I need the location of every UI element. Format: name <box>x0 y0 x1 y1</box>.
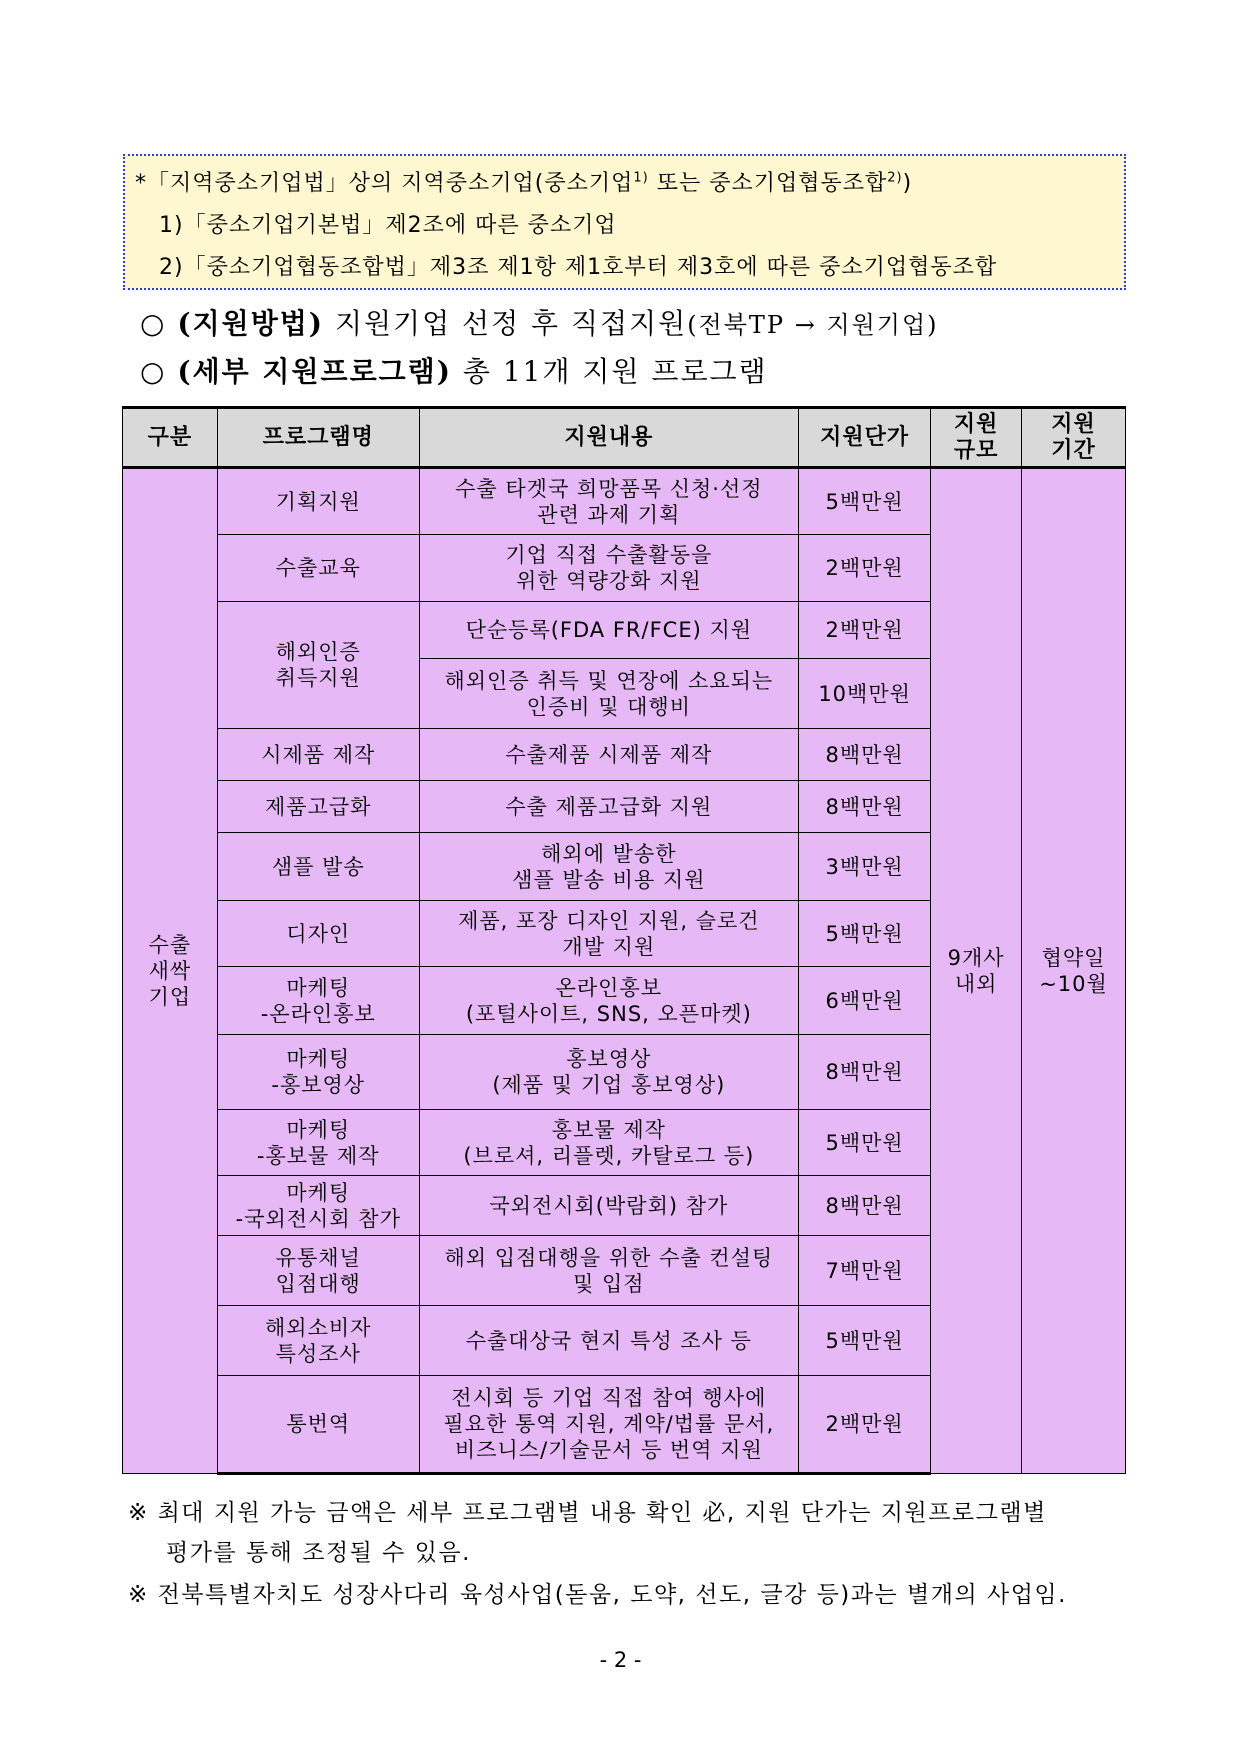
content-cell: 기업 직접 수출활동을 위한 역량강화 지원 <box>419 535 798 602</box>
program-cell: 기획지원 <box>217 468 419 535</box>
header-price: 지원단가 <box>799 408 931 468</box>
footnote-2: ※ 전북특별자치도 성장사다리 육성사업(돋움, 도약, 선도, 글강 등)과는 별개의 사업임. <box>128 1582 1067 1608</box>
content-cell: 해외인증 취득 및 연장에 소요되는 인증비 및 대행비 <box>419 659 798 729</box>
definition-note-box <box>123 154 1126 290</box>
content-cell: 홍보물 제작 (브로셔, 리플렛, 카탈로그 등) <box>419 1110 798 1176</box>
program-cell: 샘플 발송 <box>217 833 419 901</box>
program-cell: 해외소비자 특성조사 <box>217 1306 419 1376</box>
program-cell: 디자인 <box>217 901 419 967</box>
page-number: - 2 - <box>599 1648 642 1672</box>
header-category: 구분 <box>123 408 218 468</box>
price-cell: 6백만원 <box>799 967 931 1035</box>
header-period: 지원 기간 <box>1022 408 1126 468</box>
content-cell: 홍보영상 (제품 및 기업 홍보영상) <box>419 1035 798 1110</box>
program-cell: 수출교육 <box>217 535 419 602</box>
price-cell: 7백만원 <box>799 1236 931 1306</box>
price-cell: 2백만원 <box>799 535 931 602</box>
content-cell: 국외전시회(박람회) 참가 <box>419 1176 798 1236</box>
category-cell: 수출 새싹 기업 <box>123 468 218 1474</box>
content-cell: 해외 입점대행을 위한 수출 컨설팅 및 입점 <box>419 1236 798 1306</box>
content-cell: 전시회 등 기업 직접 참여 행사에 필요한 통역 지원, 계약/법률 문서, 비즈니스/기술문서 등 번역 지원 <box>419 1376 798 1474</box>
price-cell: 2백만원 <box>799 1376 931 1474</box>
program-cell: 마케팅 -홍보물 제작 <box>217 1110 419 1176</box>
program-cell: 시제품 제작 <box>217 729 419 781</box>
table-header-row <box>123 408 1126 468</box>
content-cell: 해외에 발송한 샘플 발송 비용 지원 <box>419 833 798 901</box>
program-cell: 마케팅 -국외전시회 참가 <box>217 1176 419 1236</box>
table-row <box>123 468 1126 535</box>
price-cell: 5백만원 <box>799 1306 931 1376</box>
content-cell: 수출대상국 현지 특성 조사 등 <box>419 1306 798 1376</box>
price-cell: 5백만원 <box>799 1110 931 1176</box>
note-line-3: 2)「중소기업협동조합법」제3조 제1항 제1호부터 제3호에 따른 중소기업협동조합 <box>159 255 998 280</box>
price-cell: 8백만원 <box>799 1035 931 1110</box>
price-cell: 8백만원 <box>799 729 931 781</box>
content-cell: 제품, 포장 디자인 지원, 슬로건 개발 지원 <box>419 901 798 967</box>
header-program: 프로그램명 <box>217 408 419 468</box>
content-cell: 수출 제품고급화 지원 <box>419 781 798 833</box>
price-cell: 5백만원 <box>799 468 931 535</box>
price-cell: 2백만원 <box>799 602 931 659</box>
header-content: 지원내용 <box>419 408 798 468</box>
content-cell: 수출제품 시제품 제작 <box>419 729 798 781</box>
program-cell: 해외인증 취득지원 <box>217 602 419 729</box>
program-cell: 유통채널 입점대행 <box>217 1236 419 1306</box>
content-cell: 단순등록(FDA FR/FCE) 지원 <box>419 602 798 659</box>
program-cell: 통번역 <box>217 1376 419 1474</box>
program-cell: 마케팅 -홍보영상 <box>217 1035 419 1110</box>
price-cell: 8백만원 <box>799 781 931 833</box>
price-cell: 3백만원 <box>799 833 931 901</box>
price-cell: 8백만원 <box>799 1176 931 1236</box>
note-line-1: *「지역중소기업법」상의 지역중소기업(중소기업$^{1)}$ 또는 중소기업협동조합$^{2)}$) <box>135 170 913 196</box>
price-cell: 5백만원 <box>799 901 931 967</box>
note-line-2: 1)「중소기업기본법」제2조에 따른 중소기업 <box>159 213 617 238</box>
program-cell: 마케팅 -온라인홍보 <box>217 967 419 1035</box>
period-cell: 협약일 ~10월 <box>1022 468 1126 1474</box>
content-cell: 온라인홍보 (포털사이트, SNS, 오픈마켓) <box>419 967 798 1035</box>
footnote-1-line-2: 평가를 통해 조정될 수 있음. <box>166 1540 471 1566</box>
footnote-1-line-1: ※ 최대 지원 가능 금액은 세부 프로그램별 내용 확인 必, 지원 단가는 지원프로그램별 <box>128 1500 1047 1526</box>
program-table <box>122 406 1126 1475</box>
bullet-support-method: ○ (지원방법) 지원기업 선정 후 직접지원(전북TP → 지원기업) <box>140 307 939 340</box>
header-scale: 지원 규모 <box>931 408 1022 468</box>
content-cell: 수출 타겟국 희망품목 신청·선정 관련 과제 기획 <box>419 468 798 535</box>
scale-cell: 9개사 내외 <box>931 468 1022 1474</box>
bullet-detail-programs: ○ (세부 지원프로그램) 총 11개 지원 프로그램 <box>140 355 768 388</box>
program-cell: 제품고급화 <box>217 781 419 833</box>
price-cell: 10백만원 <box>799 659 931 729</box>
